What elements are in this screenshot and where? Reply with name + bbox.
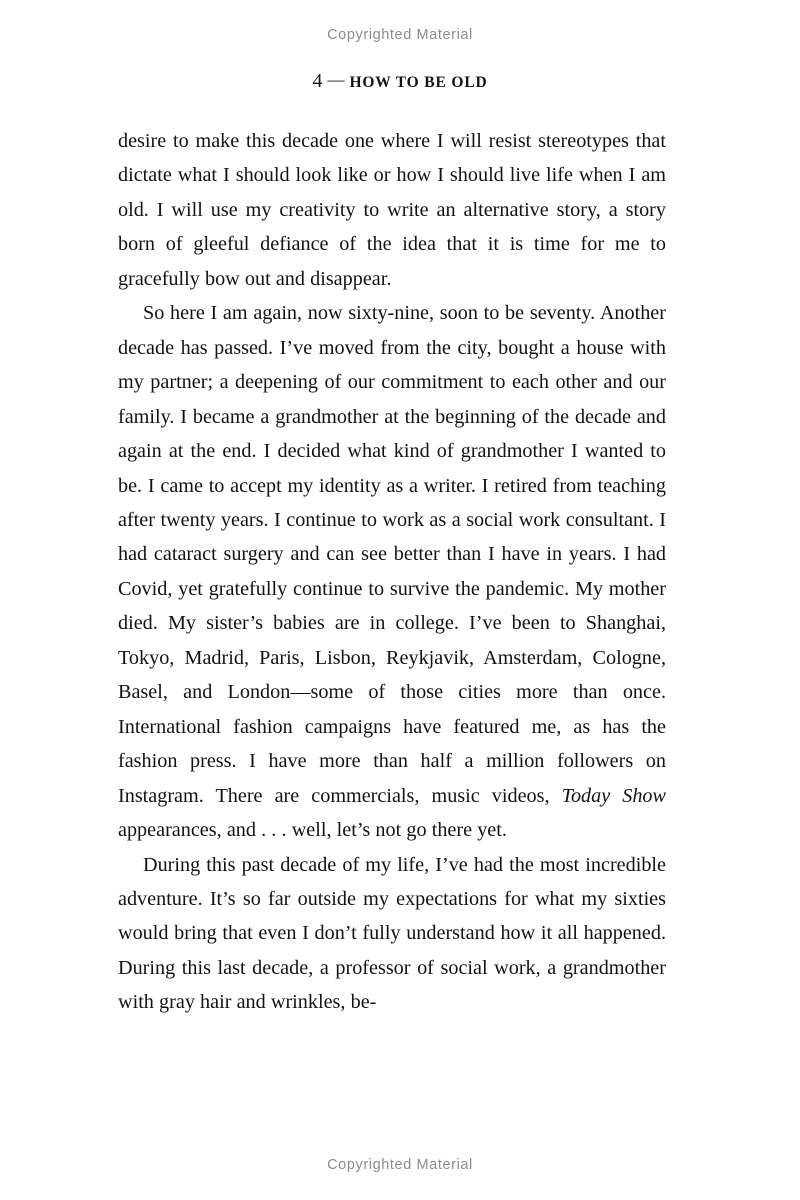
running-head: [0, 70, 800, 93]
page-number: 4: [312, 70, 323, 92]
book-title-today-show: Today Show: [561, 784, 666, 807]
copyright-watermark-top: Copyrighted Material: [327, 27, 473, 43]
paragraph-during-this-past-decade: During this past decade of my life, I’ve had the most incredible adventure. It’s so far outside my expectations for what my sixties would bring that even I don’t fully understand how it all happened. During this last decade, a professor of social work, a grandmother with gray hair and wrinkles, be-: [118, 853, 666, 1014]
paragraph-so-here-i-am-again: [118, 296, 666, 847]
paragraph-text-before-italic: So here I am again, now sixty-nine, soon to be seventy. Another decade has passed. I’ve moved from the city, bought a house with my partner; a deepening of our commitment to each other and our family. I became a grandmother at the beginning of the decade and again at the end. I decided what kind of grandmother I wanted to be. I came to accept my identity as a writer. I retired from teaching after twenty years. I continue to work as a social work consultant. I had cataract surgery and can see better than I have in years. I had Covid, yet gratefully continue to survive the pandemic. My mother died. My sister’s babies are in college. I’ve been to Shanghai, Tokyo, Madrid, Paris, Lisbon, Reykjavik, Amsterdam, Cologne, Basel, and London—some of those cities more than once. International fashion campaigns have featured me, as has the fashion press. I have more than half a million followers on Instagram. There are commercials, music videos,: [118, 302, 666, 807]
body-text-block: [118, 124, 666, 1020]
running-head-title: HOW TO BE OLD: [349, 74, 488, 91]
paragraph-continuation: desire to make this decade one where I will resist stereotypes that dictate what I should look like or how I should live life when I am old. I will use my creativity to write an alternative story, a story born of gleeful defiance of the idea that it is time for me to gracefully bow out and disappear.: [118, 130, 666, 290]
paragraph-text-after-italic: appearances, and . . . well, let’s not go there yet.: [118, 819, 507, 842]
running-head-separator: —: [327, 70, 345, 89]
copyright-watermark-bottom: Copyrighted Material: [327, 1157, 473, 1173]
